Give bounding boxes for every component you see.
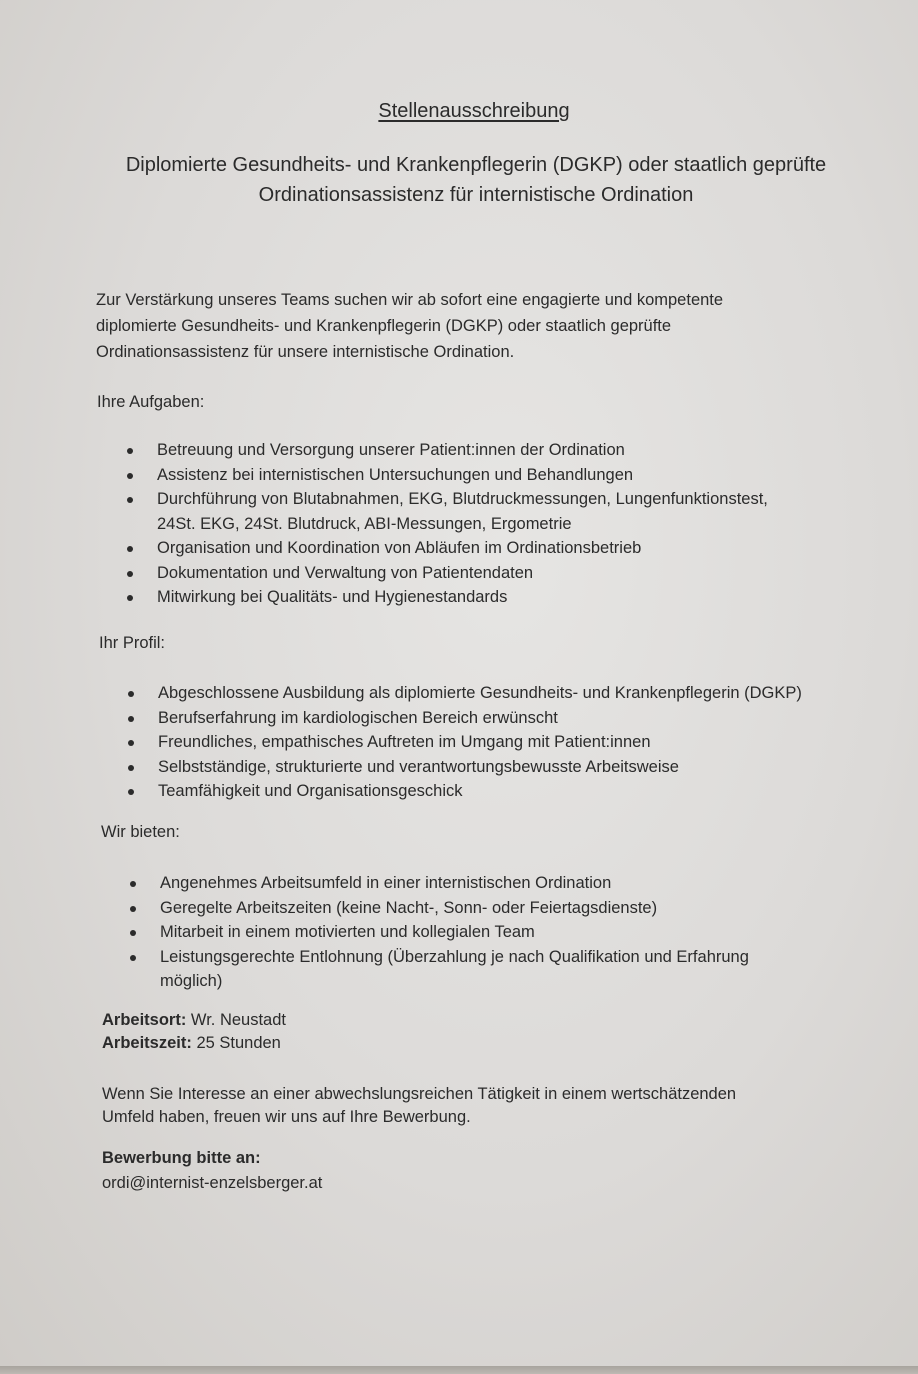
tasks-list [127, 438, 768, 610]
work-hours-label: Arbeitszeit: [102, 1034, 192, 1052]
application-info [102, 1146, 322, 1196]
work-hours-value: 25 Stunden [191, 1034, 281, 1052]
profile-list [128, 681, 802, 804]
profile-section-label: Ihr Profil: [99, 634, 166, 652]
job-details [102, 1009, 286, 1055]
tasks-list-item: Assistenz bei internistischen Untersuchungen und Behandlungen [127, 463, 768, 488]
intro-line-3: Ordinationsassistenz für unsere internistische Ordination. [96, 343, 515, 361]
tasks-list-item: Mitwirkung bei Qualitäts- und Hygienestandards [127, 585, 768, 610]
closing-line-2: Umfeld haben, freuen wir uns auf Ihre Bewerbung. [102, 1108, 471, 1126]
offer-list [130, 871, 749, 994]
offer-list-item: Angenehmes Arbeitsumfeld in einer internistischen Ordination [130, 871, 749, 896]
offer-item-continuation: möglich) [160, 972, 223, 990]
closing-line-1: Wenn Sie Interesse an einer abwechslungsreichen Tätigkeit in einem wertschätzenden [102, 1085, 737, 1103]
tasks-list-item: Betreuung und Versorgung unserer Patient:innen der Ordination [127, 438, 768, 463]
job-title-line-1: Diplomierte Gesundheits- und Krankenpflegerin (DGKP) oder staatlich geprüfte [125, 154, 827, 176]
tasks-list-item: Organisation und Koordination von Abläufen im Ordinationsbetrieb [127, 536, 768, 561]
offer-section-label: Wir bieten: [101, 823, 180, 841]
work-hours [102, 1032, 286, 1055]
profile-list-item: Selbstständige, strukturierte und verantwortungsbewusste Arbeitsweise [128, 755, 802, 780]
intro-paragraph [96, 287, 723, 365]
tasks-item-continuation: 24St. EKG, 24St. Blutdruck, ABI-Messungen, Ergometrie [157, 514, 572, 533]
tasks-list-item [127, 487, 768, 536]
tasks-list-item: Dokumentation und Verwaltung von Patientendaten [127, 561, 768, 586]
offer-list-item: Mitarbeit in einem motivierten und kollegialen Team [130, 920, 749, 945]
profile-list-item: Teamfähigkeit und Organisationsgeschick [128, 779, 802, 804]
profile-list-item: Abgeschlossene Ausbildung als diplomierte Gesundheits- und Krankenpflegerin (DGKP) [128, 681, 802, 706]
intro-line-2: diplomierte Gesundheits- und Krankenpflegerin (DGKP) oder staatlich geprüfte [96, 317, 672, 335]
profile-list-item: Berufserfahrung im kardiologischen Bereich erwünscht [128, 706, 802, 731]
intro-line-1: Zur Verstärkung unseres Teams suchen wir ab sofort eine engagierte und kompetente [96, 291, 724, 309]
application-email: ordi@internist-enzelsberger.at [102, 1174, 323, 1192]
closing-paragraph [102, 1083, 736, 1129]
document-heading: Stellenausschreibung [378, 100, 570, 122]
offer-list-item [130, 945, 749, 994]
application-label: Bewerbung bitte an: [102, 1149, 261, 1167]
offer-list-item: Geregelte Arbeitszeiten (keine Nacht-, Sonn- oder Feiertagsdienste) [130, 896, 749, 921]
tasks-item-text: Durchführung von Blutabnahmen, EKG, Blutdruckmessungen, Lungenfunktionstest, [157, 490, 768, 508]
tasks-section-label: Ihre Aufgaben: [97, 393, 205, 411]
job-title [0, 150, 918, 210]
paper-bottom-edge [0, 1366, 918, 1374]
offer-item-text: Leistungsgerechte Entlohnung (Überzahlung je nach Qualifikation und Erfahrung [160, 947, 749, 966]
work-location-label: Arbeitsort: [102, 1011, 187, 1029]
work-location-value: Wr. Neustadt [186, 1011, 286, 1029]
profile-list-item: Freundliches, empathisches Auftreten im Umgang mit Patient:innen [128, 730, 802, 755]
work-location [102, 1009, 286, 1032]
job-title-line-2: Ordinationsassistenz für internistische Ordination [258, 184, 694, 206]
